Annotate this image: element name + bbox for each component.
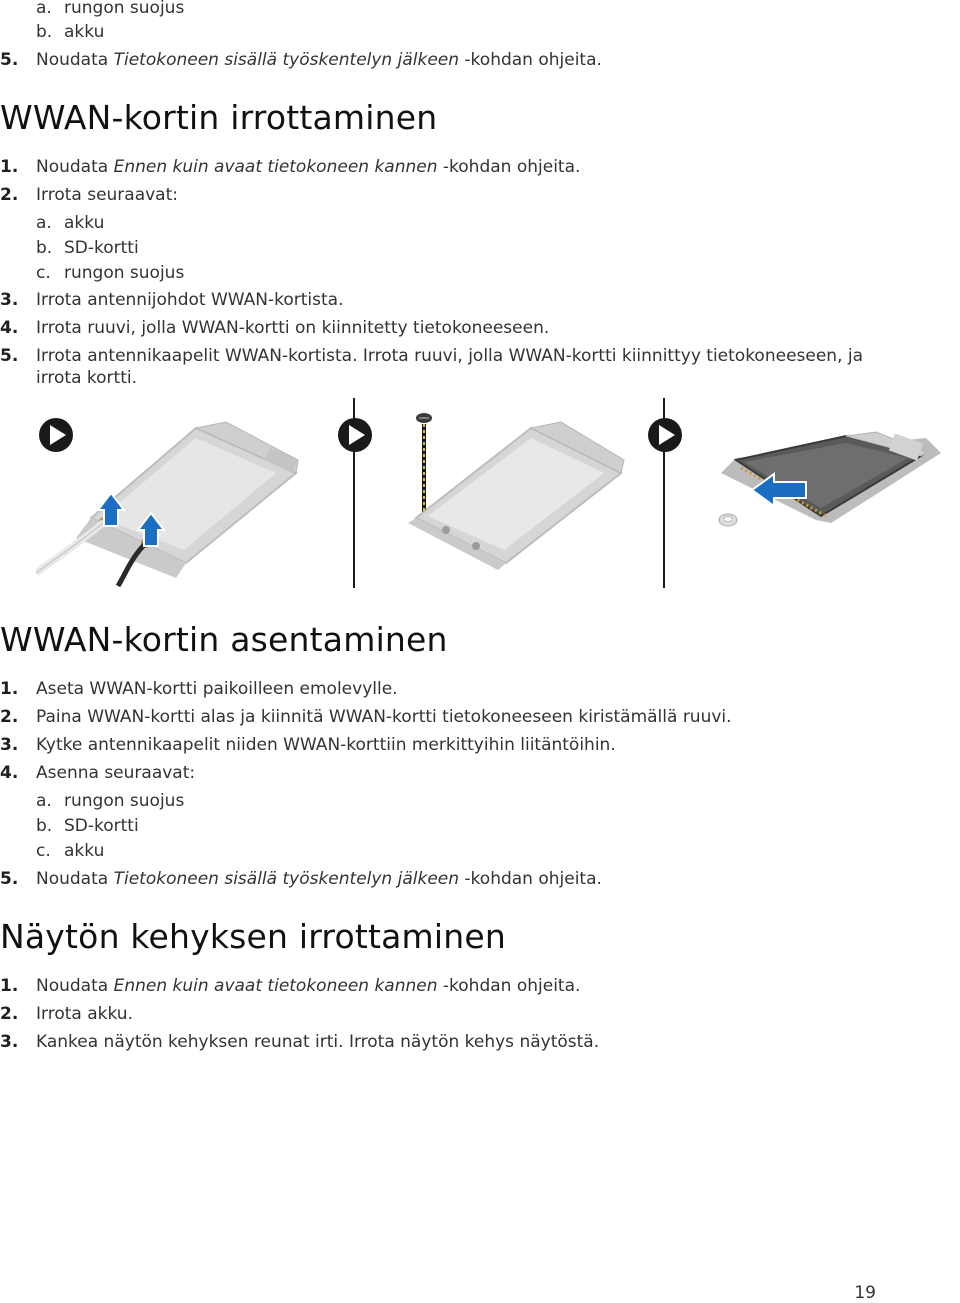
list-item: b. SD-kortti <box>36 238 139 258</box>
list-item: c. rungon suojus <box>36 263 185 283</box>
list-item: a. akku <box>36 213 105 233</box>
step-item: 2. Irrota akku. <box>0 1004 133 1024</box>
step-item: 1. Noudata Ennen kuin avaat tietokoneen kannen -kohdan ohjeita. <box>0 976 581 996</box>
list-item: b. SD-kortti <box>36 816 139 836</box>
panel-remove-card <box>648 418 941 526</box>
section-heading: WWAN-kortin irrottaminen <box>0 98 438 137</box>
step-item: 1. Aseta WWAN-kortti paikoilleen emolevylle. <box>0 679 398 699</box>
step-item: 4. Irrota ruuvi, jolla WWAN-kortti on kiinnitetty tietokoneeseen. <box>0 318 550 338</box>
step-item: 3. Irrota antennijohdot WWAN-kortista. <box>0 290 344 310</box>
step-item: 2. Irrota seuraavat: <box>0 185 178 205</box>
page-number: 19 <box>854 1283 876 1303</box>
step-item: 3. Kytke antennikaapelit niiden WWAN-korttiin merkittyihin liitäntöihin. <box>0 735 616 755</box>
step-item: 4. Asenna seuraavat: <box>0 763 196 783</box>
list-item: a. rungon suojus <box>36 0 185 18</box>
step-item: 2. Paina WWAN-kortti alas ja kiinnitä WWAN-kortti tietokoneeseen kiristämällä ruuvi. <box>0 707 732 727</box>
step-item: 5. Noudata Tietokoneen sisällä työskentelyn jälkeen -kohdan ohjeita. <box>0 50 602 70</box>
section-heading: Näytön kehyksen irrottaminen <box>0 917 506 956</box>
step-item: 5. Irrota antennikaapelit WWAN-kortista. Irrota ruuvi, jolla WWAN-kortti kiinnittyy tietokoneeseen, ja <box>0 346 864 366</box>
section-heading: WWAN-kortin asentaminen <box>0 620 448 659</box>
step-item-continuation: irrota kortti. <box>36 368 138 388</box>
list-item: a. rungon suojus <box>36 791 185 811</box>
panel-remove-screw <box>338 413 624 570</box>
list-item: c. akku <box>36 841 105 861</box>
list-item: b. akku <box>36 22 105 42</box>
step-item: 3. Kankea näytön kehyksen reunat irti. Irrota näytön kehys näytöstä. <box>0 1032 600 1052</box>
step-item: 1. Noudata Ennen kuin avaat tietokoneen kannen -kohdan ohjeita. <box>0 157 581 177</box>
wwan-removal-illustration <box>36 398 960 588</box>
panel-remove-antennas <box>36 418 298 586</box>
step-item: 5. Noudata Tietokoneen sisällä työskentelyn jälkeen -kohdan ohjeita. <box>0 869 602 889</box>
